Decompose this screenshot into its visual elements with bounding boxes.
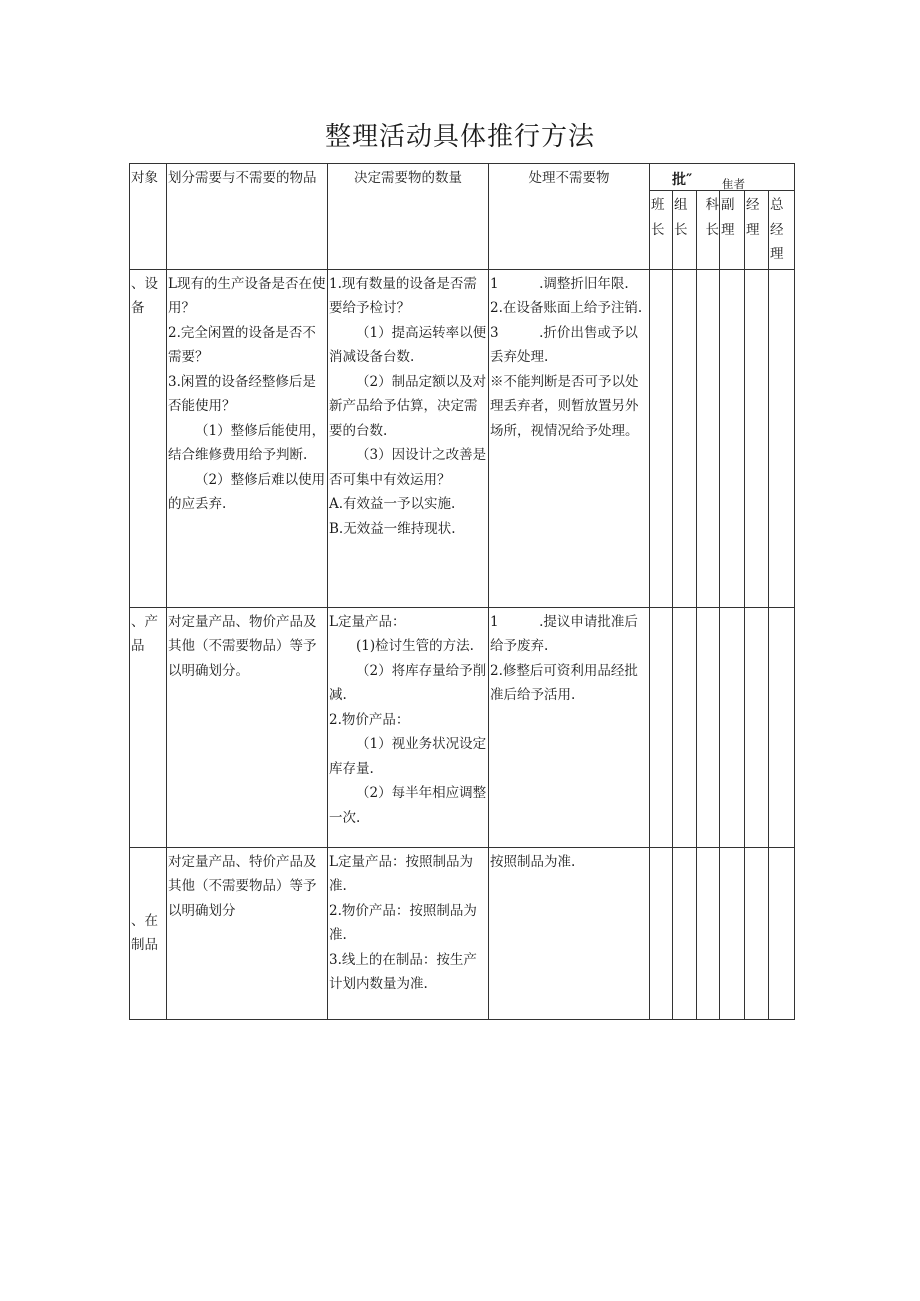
quantity-item: （3）因设计之改善是否可集中有效运用？ (329, 447, 487, 488)
quantity-item: L定量产品：按照制品为准. (329, 853, 473, 894)
header-approve-label: 批″ (672, 172, 693, 188)
sign-cell (697, 269, 720, 607)
role-jingli-line1: 经 (746, 197, 760, 213)
role-jingli-line2: 理 (746, 221, 760, 238)
classify-item: （1）整修后能使用，结合维修费用给予判断. (168, 422, 326, 463)
quantity-item: 2.物价产品：按照制品为准. (329, 902, 477, 943)
sign-cell (650, 607, 673, 847)
header-dispose (489, 164, 650, 270)
role-banzhang-line2: 长 (651, 221, 665, 238)
header-approve-suffix: 隹者 (722, 177, 745, 191)
sign-cell (673, 607, 697, 847)
classify-item: 2.完全闲置的设备是否不需要？ (168, 324, 316, 365)
quantity-item: B.无效益一维持现状. (329, 520, 456, 537)
row-equipment-classify (167, 269, 328, 607)
header-approve (650, 164, 795, 191)
classify-item: L现有的生产设备是否在使用？ (168, 275, 326, 316)
quantity-item: 1.现有数量的设备是否需要给予检讨？ (329, 275, 477, 316)
sign-cell (720, 269, 745, 607)
dispose-item: ※不能判断是否可予以处理丢弃者，则暂放置另外场所，视情况给予处理。 (490, 373, 639, 439)
dispose-item: 2.修整后可资利用品经批准后给予活用. (490, 662, 638, 703)
dispose-item: 3 .折价出售或予以丢弃处理. (490, 324, 638, 365)
header-classify-label: 划分需要与不需要的物品 (168, 170, 317, 186)
row-wip (130, 847, 795, 1019)
row-wip-object-line2: 制品 (131, 937, 158, 953)
row-equipment-object (130, 269, 167, 607)
dispose-item: 1 .调整折旧年限. (490, 275, 629, 292)
dispose-item: 2.在设备账面上给予注销. (490, 300, 643, 316)
sign-cell (650, 269, 673, 607)
sign-cell (745, 847, 769, 1019)
quantity-item: （1）视业务状况设定库存量. (329, 736, 487, 777)
sign-cell (650, 847, 673, 1019)
quantity-item: A.有效益一予以实施. (329, 496, 456, 512)
role-kezhang-line2: 长 (705, 221, 719, 238)
sign-cell (720, 607, 745, 847)
classify-item: 3.闲置的设备经整修后是否能使用？ (168, 373, 316, 414)
quantity-item: 3.线上的在制品：按生产计划内数量为准. (329, 951, 477, 992)
role-zongjingli (769, 191, 795, 270)
sign-cell (745, 269, 769, 607)
sign-cell (769, 269, 795, 607)
sign-cell (720, 847, 745, 1019)
row-product (130, 607, 795, 847)
row-wip-quantity (328, 847, 489, 1019)
role-fujingli-line1: 副 (721, 197, 735, 213)
role-banzhang-line1: 班 (651, 197, 665, 213)
row-equipment-object-line2: 备 (131, 300, 145, 316)
row-equipment-object-line1: 、设 (131, 275, 158, 292)
row-product-quantity (328, 607, 489, 847)
row-product-object (130, 607, 167, 847)
role-fujingli-line2: 理 (721, 221, 735, 238)
page-title: 整理活动具体推行方法 (324, 122, 595, 152)
quantity-item: （2）制品定额以及对新产品给予估算，决定需要的台数. (329, 373, 487, 439)
quantity-item: 2.物价产品： (329, 711, 410, 728)
role-banzhang (650, 191, 673, 270)
quantity-item: （1）提高运转率以便消减设备台数. (329, 324, 487, 365)
quantity-item: （2）将库存量给予削减. (329, 662, 487, 703)
quantity-item: （2）每半年相应调整一次. (329, 785, 487, 826)
role-zuzhang (673, 191, 697, 270)
row-wip-object (130, 847, 167, 1019)
header-dispose-label: 处理不需要物 (528, 170, 610, 186)
role-kezhang-line1: 科 (705, 197, 719, 213)
quantity-item: (1)检讨生管的方法. (356, 638, 474, 654)
dispose-item: 1 .提议申请批准后给予废弃. (490, 613, 638, 654)
row-wip-object-line1: 、在 (131, 912, 158, 929)
row-product-dispose (489, 607, 650, 847)
role-zongjingli-line2: 经 (770, 221, 784, 238)
role-kezhang (697, 191, 720, 270)
dispose-item: 按照制品为准. (490, 853, 576, 870)
sign-cell (769, 607, 795, 847)
row-product-classify (167, 607, 328, 847)
row-product-object-line1: 、产 (131, 613, 158, 630)
row-wip-classify (167, 847, 328, 1019)
sign-cell (769, 847, 795, 1019)
sign-cell (673, 269, 697, 607)
header-quantity (328, 164, 489, 270)
row-product-object-line2: 品 (131, 638, 145, 654)
sign-cell (745, 607, 769, 847)
role-zuzhang-line1: 组 (674, 197, 688, 213)
row-wip-dispose (489, 847, 650, 1019)
plan-table (129, 163, 795, 1020)
header-quantity-label: 决定需要物的数量 (354, 170, 462, 186)
sign-cell (697, 607, 720, 847)
row-equipment-quantity (328, 269, 489, 607)
sign-cell (673, 847, 697, 1019)
role-zongjingli-line1: 总 (770, 197, 784, 213)
header-object-label: 对象 (131, 170, 158, 186)
role-fujingli (720, 191, 745, 270)
classify-item: （2）整修后难以使用的应丢弃. (168, 471, 326, 512)
classify-item: 对定量产品、物价产品及其他（不需要物品）等予以明确划分。 (168, 613, 317, 679)
row-equipment-dispose (489, 269, 650, 607)
header-classify (167, 164, 328, 270)
classify-item: 对定量产品、特价产品及其他（不需要物品）等予以明确划分 (168, 853, 317, 919)
header-row-top (130, 164, 795, 191)
role-jingli (745, 191, 769, 270)
sign-cell (697, 847, 720, 1019)
row-equipment (130, 269, 795, 607)
role-zuzhang-line2: 长 (674, 221, 688, 238)
role-zongjingli-line3: 理 (770, 246, 784, 262)
quantity-item: L定量产品： (329, 613, 406, 630)
header-object (130, 164, 167, 270)
